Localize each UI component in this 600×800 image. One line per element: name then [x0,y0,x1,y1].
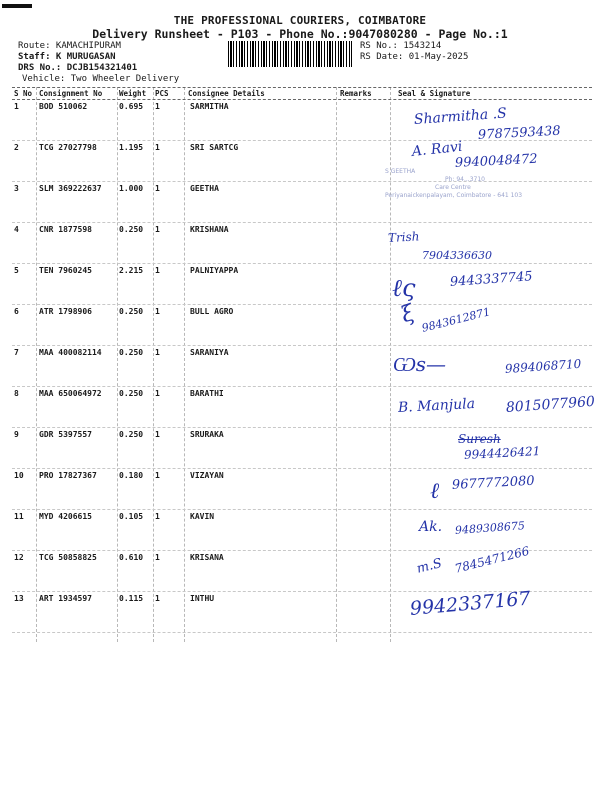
signature-name: B. Manjula [397,395,476,416]
signature-phone: 7845471266 [453,543,531,576]
row-weight: 0.105 [119,512,144,521]
row-sno: 9 [14,430,19,439]
header-sno: S No [14,89,33,98]
row-sno: 12 [14,553,24,562]
row-pcs: 1 [155,594,160,603]
row-consignee: SRI SARTCG [190,143,239,152]
row-weight: 0.250 [119,348,144,357]
row-consignment: ART 1934597 [39,594,92,603]
row-sno: 8 [14,389,19,398]
row-pcs: 1 [155,266,160,275]
runsheet-title: Delivery Runsheet - P103 - Phone No.:9047080280 - Page No.:1 [92,27,508,41]
table-row [12,304,592,346]
row-weight: 2.215 [119,266,144,275]
signature-phone: 7904336630 [422,249,492,262]
row-consignee: GEETHA [190,184,219,193]
row-pcs: 1 [155,471,160,480]
row-weight: 1.000 [119,184,144,193]
signature-phone: 9787593438 [477,123,561,143]
row-sno: 2 [14,143,19,152]
table-row [12,222,592,264]
stamp-line: S GEETHA [385,168,416,175]
corner-mark [2,4,32,8]
header-remarks: Remarks [340,89,372,98]
signature-phone: 9677772080 [451,473,535,493]
row-sno: 13 [14,594,24,603]
row-sno: 6 [14,307,19,316]
row-consignee: BULL AGRO [190,307,234,316]
row-consignee: PALNIYAPPA [190,266,239,275]
row-sno: 4 [14,225,19,234]
row-sno: 3 [14,184,19,193]
row-sno: 7 [14,348,19,357]
row-pcs: 1 [155,143,160,152]
row-consignee: SARMITHA [190,102,229,111]
rs-number: RS No.: 1543214 [360,41,442,51]
row-consignment: TEN 7960245 [39,266,92,275]
signature-phone: 8015077960 [505,393,596,416]
header-weight: Weight [119,89,147,98]
row-pcs: 1 [155,553,160,562]
signature-phone: 9843612871 [420,305,492,335]
row-weight: 0.695 [119,102,144,111]
row-consignment: CNR 1877598 [39,225,92,234]
stamp-line: Care Centre [435,184,471,191]
row-consignee: SARANIYA [190,348,229,357]
rs-date: RS Date: 01-May-2025 [360,52,469,62]
signature-mark: m.S [415,556,444,577]
row-pcs: 1 [155,348,160,357]
signature-mark: Ak. [419,519,443,535]
row-consignment: MYD 4206615 [39,512,92,521]
row-consignment: TCG 27027798 [39,143,97,152]
row-consignment: BOD 510062 [39,102,88,111]
row-consignee: KAVIN [190,512,215,521]
company-title: THE PROFESSIONAL COURIERS, COIMBATORE [173,14,427,27]
row-pcs: 1 [155,512,160,521]
barcode [228,41,352,67]
signature-name: A. Ravi [411,138,464,160]
row-weight: 0.115 [119,594,144,603]
row-consignee: KRISHANA [190,225,229,234]
row-weight: 0.250 [119,389,144,398]
row-consignment: MAA 650064972 [39,389,102,398]
row-consignment: PRO 17827367 [39,471,97,480]
row-consignment: TCG 50858825 [39,553,97,562]
row-weight: 1.195 [119,143,144,152]
row-consignment: MAA 400082114 [39,348,102,357]
row-consignee: KRISANA [190,553,224,562]
row-sno: 1 [14,102,19,111]
signature-name: Sharmitha .S [413,105,508,128]
header-seal: Seal & Signature [398,89,471,98]
signature-mark: ξ [397,300,418,329]
row-sno: 5 [14,266,19,275]
signature-phone: 9940048472 [454,151,538,171]
signature-name: Suresh [458,432,501,446]
row-pcs: 1 [155,430,160,439]
row-sno: 10 [14,471,24,480]
stamp-line: Ph: 94...3710 [445,176,485,183]
row-pcs: 1 [155,102,160,111]
signature-phone: 9942337167 [409,587,532,620]
row-consignee: VIZAYAN [190,471,224,480]
row-consignee: INTHU [190,594,215,603]
row-pcs: 1 [155,184,160,193]
signature-phone: 9894068710 [504,356,582,376]
rubber-stamp [375,168,590,226]
row-weight: 0.250 [119,430,144,439]
staff-info: Staff: K MURUGASAN [18,52,116,62]
row-weight: 0.180 [119,471,144,480]
signature-phone: 9489308675 [454,519,526,537]
signature-mark: ℓς [392,274,416,302]
row-pcs: 1 [155,307,160,316]
row-weight: 0.250 [119,307,144,316]
row-weight: 0.610 [119,553,144,562]
route-info: Route: KAMACHIPURAM [18,41,121,51]
signature-mark: ℓ [430,479,440,504]
vehicle-info: Vehicle: Two Wheeler Delivery [22,74,180,84]
header-consignee: Consignee Details [188,89,265,98]
stamp-line: Periyanaickenpalayam, Coimbatore - 641 103 [385,192,523,199]
row-consignment: ATR 1798906 [39,307,92,316]
row-consignee: BARATHI [190,389,224,398]
signature-phone: 9944426421 [463,444,541,462]
signature-name: Trish [387,229,420,245]
drs-info: DRS No.: DCJB154321401 [18,63,138,73]
row-consignment: SLM 369222637 [39,184,102,193]
row-pcs: 1 [155,225,160,234]
row-consignment: GDR 5397557 [39,430,92,439]
row-pcs: 1 [155,389,160,398]
header-consignment: Consignment No [39,89,103,98]
row-weight: 0.250 [119,225,144,234]
signature-phone: 9443337745 [449,269,534,290]
row-consignee: SRURAKA [190,430,224,439]
header-pcs: PCS [155,89,169,98]
signature-mark: Ѡs— [393,352,446,376]
row-sno: 11 [14,512,24,521]
